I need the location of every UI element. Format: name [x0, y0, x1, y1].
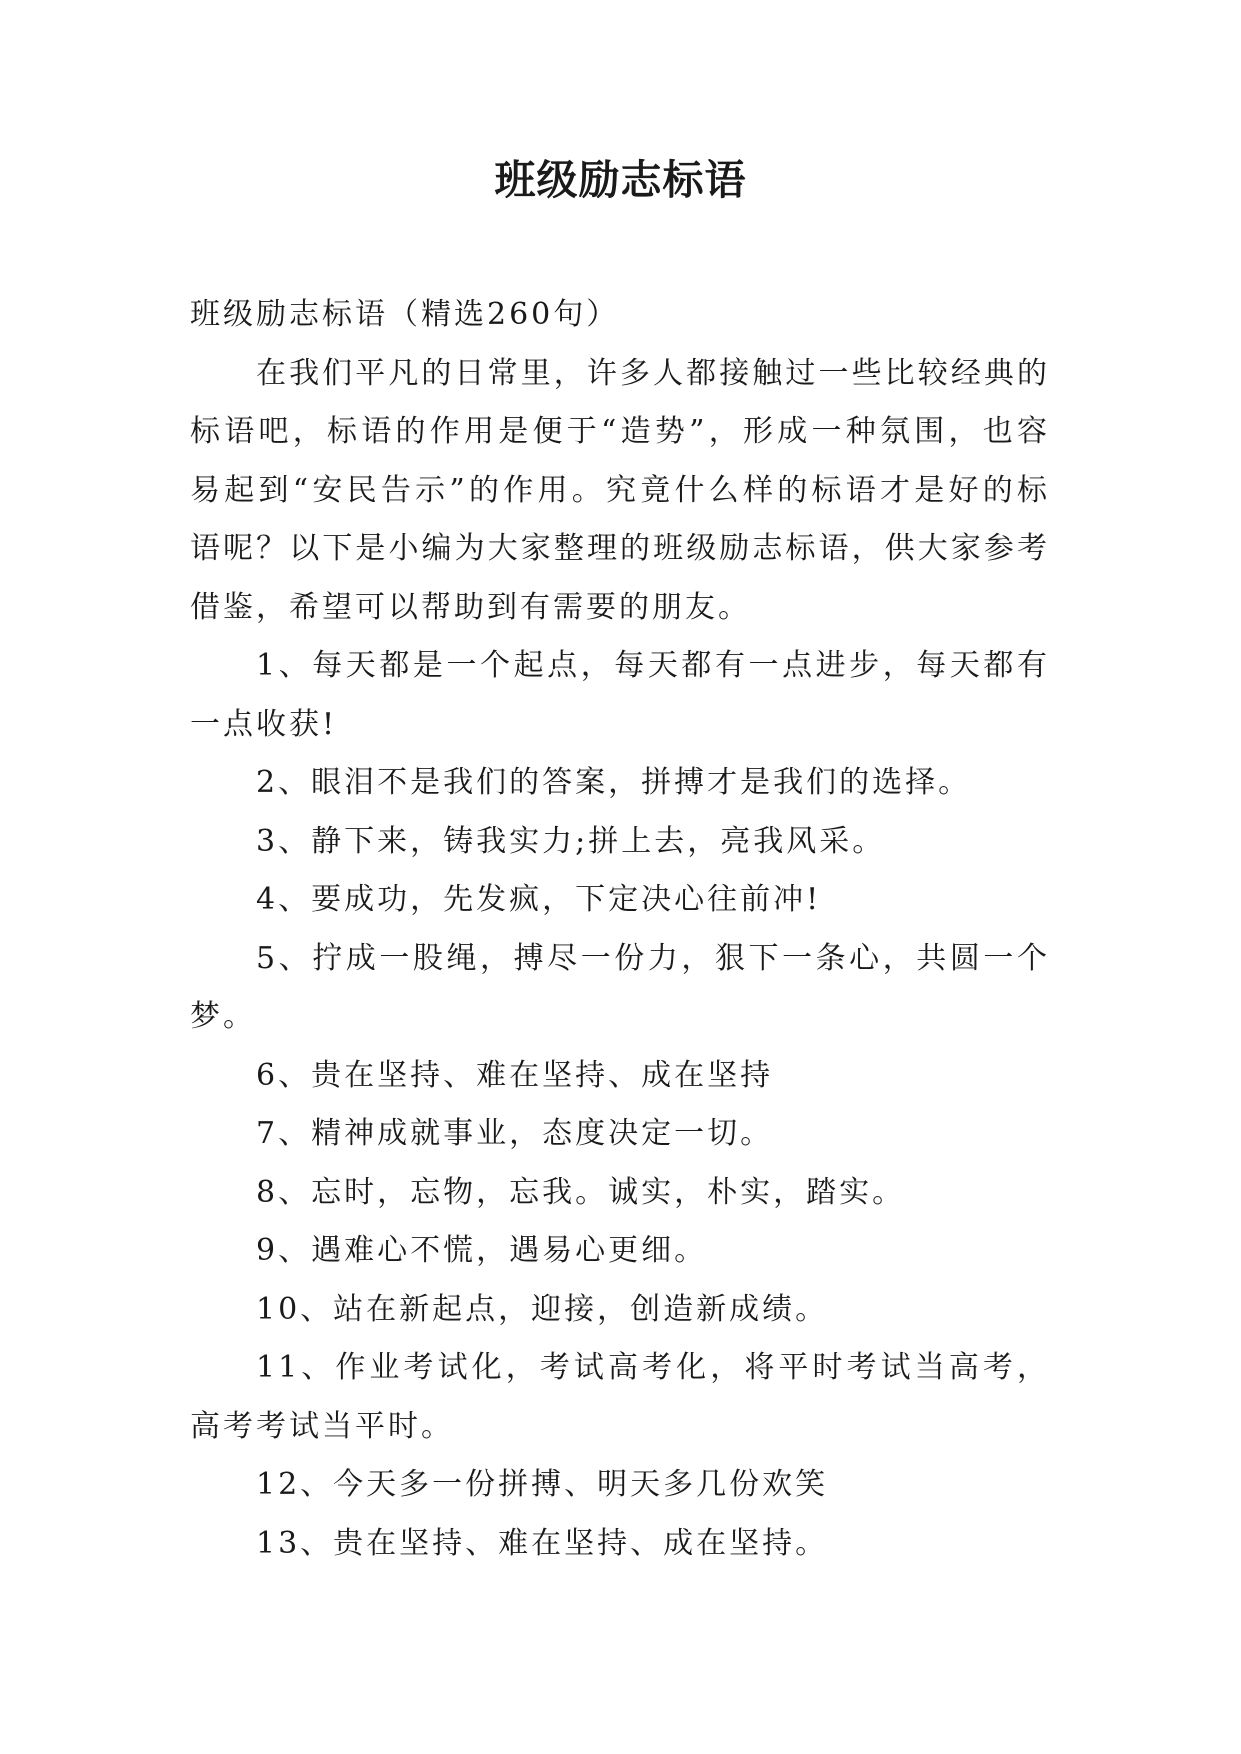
slogan-item: 2、眼泪不是我们的答案，拼搏才是我们的选择。	[256, 765, 972, 800]
slogan-item: 9、遇难心不慌，遇易心更细。	[256, 1233, 708, 1268]
document-body	[190, 286, 1050, 1573]
slogan-item: 11、作业考试化，考试高考化，将平时考试当高考，高考考试当平时。	[190, 1350, 1050, 1444]
document-title: 班级励志标语	[494, 156, 747, 204]
slogan-item: 1、每天都是一个起点，每天都有一点进步，每天都有一点收获!	[190, 648, 1050, 742]
slogan-item: 3、静下来，铸我实力;拼上去，亮我风采。	[256, 823, 886, 859]
slogan-item: 10、站在新起点，迎接，创造新成绩。	[256, 1291, 829, 1327]
slogan-item: 5、拧成一股绳，搏尽一份力，狠下一条心，共圆一个梦。	[190, 940, 1050, 1034]
intro-paragraph: 在我们平凡的日常里，许多人都接触过一些比较经典的标语吧，标语的作用是便于“造势”，形成一种氛围，也容易起到“安民告示”的作用。究竟什么样的标语才是好的标语呢？以下是小编为大家整理的班级励志标语，供大家参考借鉴，希望可以帮助到有需要的朋友。	[190, 355, 1050, 625]
slogan-item: 4、要成功，先发疯，下定决心往前冲!	[256, 882, 822, 917]
document-subtitle: 班级励志标语（精选260句）	[190, 297, 620, 332]
slogan-item: 7、精神成就事业，态度决定一切。	[256, 1116, 774, 1151]
slogan-item: 8、忘时，忘物，忘我。诚实，朴实，踏实。	[256, 1174, 906, 1210]
slogan-item: 13、贵在坚持、难在坚持、成在坚持。	[256, 1525, 829, 1561]
slogan-item: 12、今天多一份拼搏、明天多几份欢笑	[256, 1467, 829, 1502]
slogan-item: 6、贵在坚持、难在坚持、成在坚持	[256, 1057, 774, 1093]
